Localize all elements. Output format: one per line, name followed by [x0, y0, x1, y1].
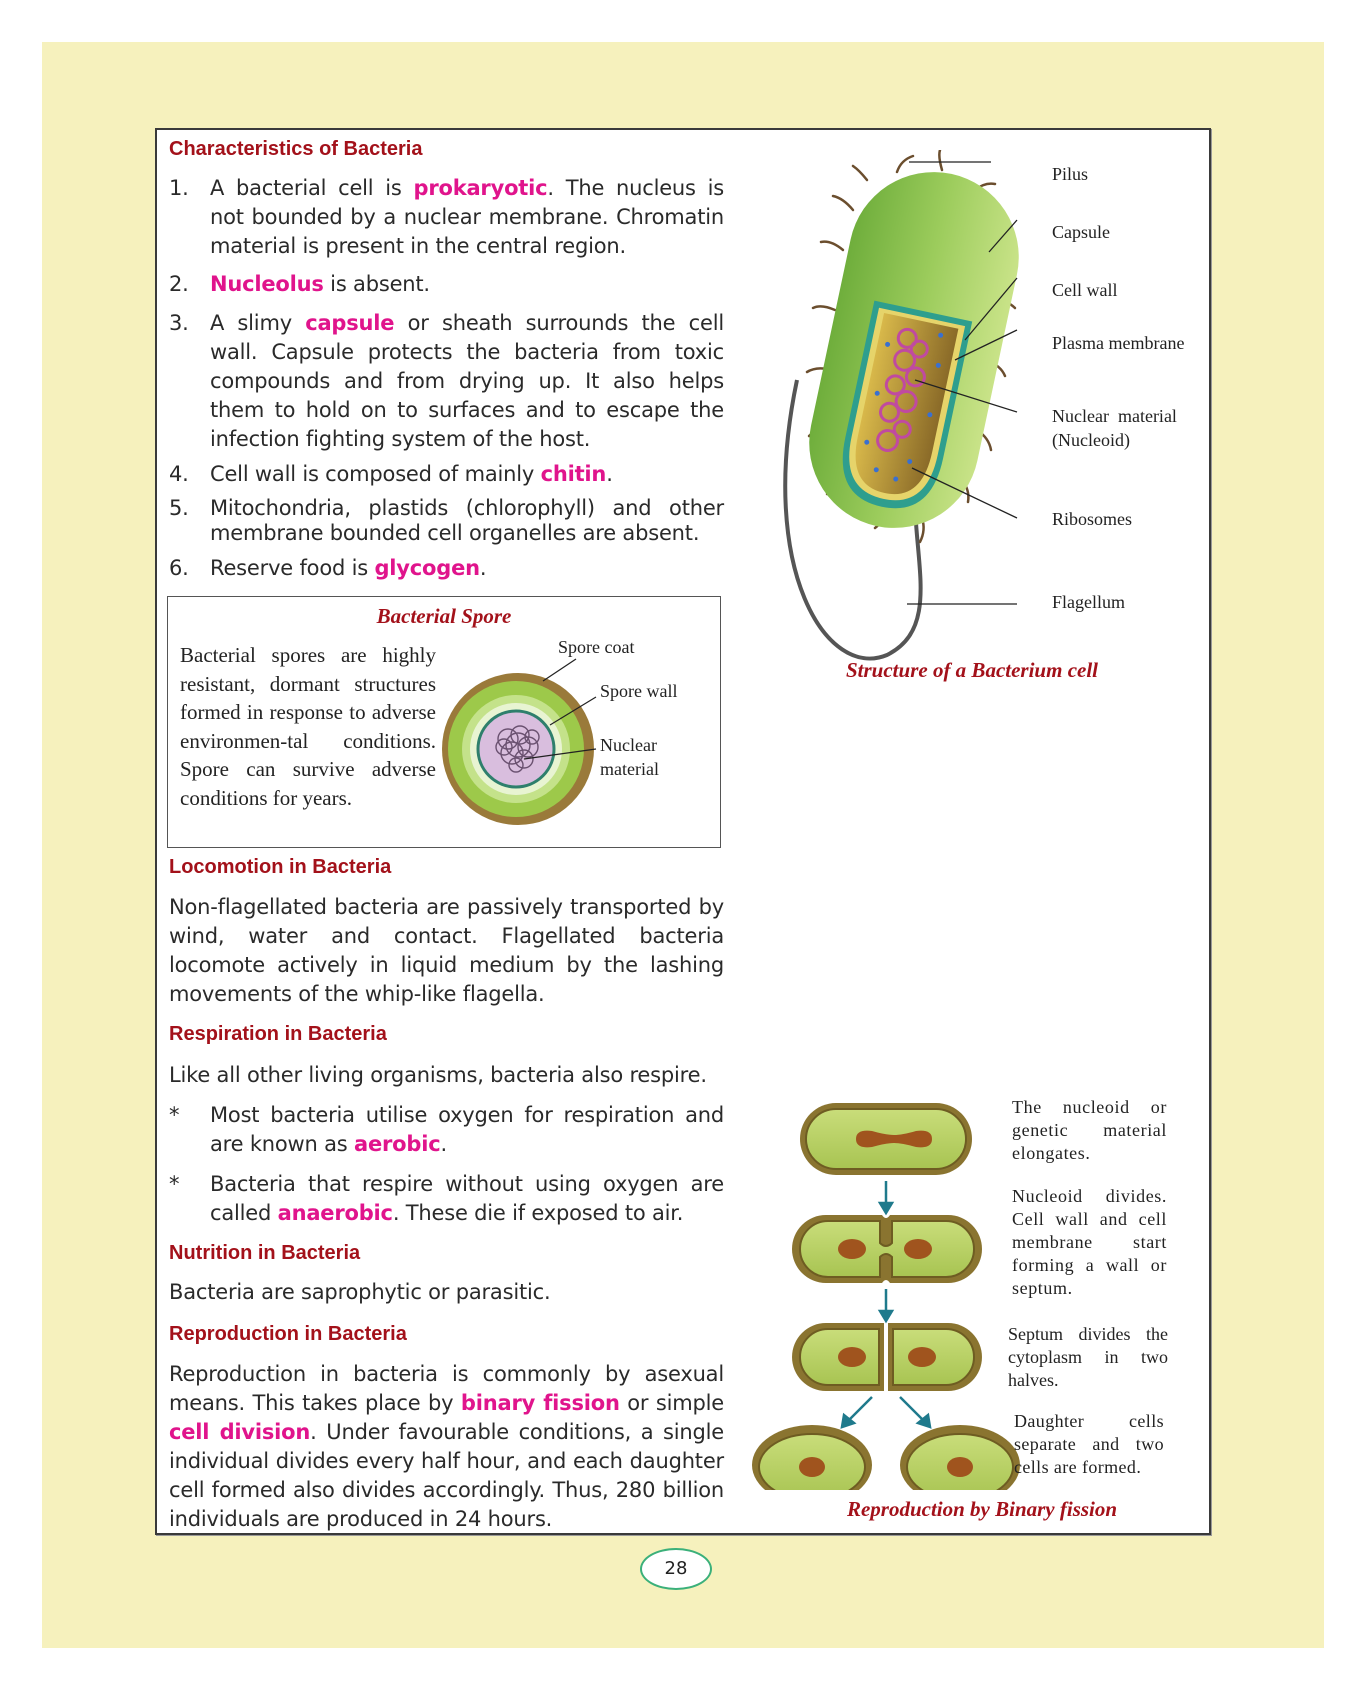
content-box	[155, 128, 1211, 1535]
bacterium-diagram	[737, 150, 1207, 710]
fission-step-2: Nucleoid divides. Cell wall and cell membrane start forming a wall or septum.	[1012, 1186, 1167, 1298]
list-number: 4.	[169, 462, 189, 486]
label-nuclear: Nuclear	[600, 735, 657, 755]
respiration-intro: Like all other living organisms, bacteria also respire.	[169, 1063, 707, 1087]
text: .	[479, 556, 487, 580]
fission-cell-stage-2	[792, 1215, 982, 1283]
label-plasma-membrane: Plasma membrane	[1052, 333, 1185, 353]
label-spore-wall: Spore wall	[600, 681, 678, 701]
highlight-term: Nucleolus	[210, 272, 324, 296]
fission-step-3: Septum divides the cytoplasm in two halves.	[1008, 1324, 1168, 1390]
text: Most bacteria utilise oxygen for respiration and are known as	[210, 1103, 724, 1156]
list-text	[210, 270, 724, 299]
list-number: 5.	[169, 496, 189, 520]
spore-diagram	[428, 627, 720, 847]
label-material: material	[600, 759, 659, 779]
list-number: 2.	[169, 272, 189, 296]
text: .	[606, 462, 613, 486]
list-text	[210, 1101, 724, 1159]
text: A bacterial cell is	[210, 176, 414, 200]
heading-respiration: Respiration in Bacteria	[169, 1023, 387, 1045]
label-nuclear-material: Nuclear material	[1052, 406, 1177, 426]
fission-cell-stage-1	[800, 1103, 972, 1175]
list-text	[210, 1170, 724, 1228]
text: .	[440, 1132, 447, 1156]
list-number: 3.	[169, 311, 189, 335]
text: is absent.	[323, 272, 430, 296]
list-number: 6.	[169, 556, 189, 580]
text: Reproduction in bacteria is commonly by asexual means. This takes place by	[169, 1362, 724, 1415]
text: . The nucleus is not bounded by a nuclear membrane. Chromatin material is present in the central region.	[210, 176, 724, 258]
list-text	[210, 554, 724, 583]
fission-caption: Reproduction by Binary fission	[846, 1497, 1118, 1521]
fission-daughter-cell	[900, 1425, 1020, 1490]
highlight-term: binary fission	[460, 1391, 620, 1415]
leader-line	[543, 659, 576, 681]
highlight-term: prokaryotic	[413, 176, 548, 200]
label-spore-coat: Spore coat	[558, 637, 635, 657]
heading-nutrition: Nutrition in Bacteria	[169, 1242, 361, 1264]
fission-daughter-cell	[752, 1425, 872, 1490]
spore-title: Bacterial Spore	[376, 604, 512, 628]
text: . These die if exposed to air.	[392, 1201, 684, 1225]
text: Mitochondria, plastids (chlorophyll) and other membrane bounded cell organelles are absent.	[210, 496, 724, 545]
label-nucleoid: (Nucleoid)	[1052, 430, 1130, 450]
highlight-term: chitin	[540, 462, 607, 486]
spore-panel	[167, 596, 721, 848]
spore-description: Bacterial spores are highly resistant, dormant structures formed in response to adverse environmen-tal conditions. Spore can survive adverse conditions for years.	[180, 643, 436, 810]
spore-wall-ring	[478, 711, 554, 787]
label-capsule: Capsule	[1052, 222, 1110, 242]
reproduction-text	[169, 1360, 724, 1534]
arrow-down-icon	[880, 1181, 892, 1213]
highlight-term: cell division	[169, 1420, 311, 1444]
list-text	[210, 309, 724, 454]
nutrition-text: Bacteria are saprophytic or parasitic.	[169, 1280, 551, 1304]
text: A slimy	[210, 311, 306, 335]
text: . Under favourable conditions, a single individual divides every half hour, and each daughter cell formed also divides accordingly. Thus, 280 billion individuals are produced in 24 hours.	[169, 1420, 725, 1531]
binary-fission-diagram	[752, 1095, 1022, 1490]
label-flagellum: Flagellum	[1052, 592, 1125, 612]
highlight-term: anaerobic	[277, 1201, 393, 1225]
text: or simple	[619, 1391, 724, 1415]
label-ribosomes: Ribosomes	[1052, 509, 1133, 529]
heading-reproduction: Reproduction in Bacteria	[169, 1323, 407, 1345]
bullet-mark: *	[169, 1103, 180, 1127]
list-text	[210, 496, 724, 546]
text: Bacteria that respire without using oxygen are called	[210, 1172, 724, 1225]
text: Cell wall is composed of mainly	[210, 462, 541, 486]
list-number: 1.	[169, 176, 189, 200]
label-pilus: Pilus	[1052, 164, 1089, 184]
highlight-term: capsule	[305, 311, 395, 335]
bullet-mark: *	[169, 1172, 180, 1196]
page-number: 28	[640, 1548, 712, 1590]
heading-locomotion: Locomotion in Bacteria	[169, 856, 392, 878]
label-cell-wall: Cell wall	[1052, 280, 1118, 300]
heading-characteristics: Characteristics of Bacteria	[169, 138, 423, 160]
list-text	[210, 460, 724, 489]
text: Reserve food is	[210, 556, 375, 580]
highlight-term: glycogen	[374, 556, 480, 580]
highlight-term: aerobic	[354, 1132, 441, 1156]
text: or sheath surrounds the cell wall. Capsule protects the bacteria from toxic compounds and from drying up. It also helps them to hold on to surfaces and to escape the infection fighting system of the host.	[210, 311, 724, 451]
fission-cell-stage-3	[792, 1323, 982, 1391]
locomotion-text: Non-flagellated bacteria are passively transported by wind, water and contact. Flagellated bacteria locomote actively in liquid medium by the lashing movements of the whip-like flagella.	[169, 895, 724, 1006]
fission-step-4: Daughter cells separate and two cells are formed.	[1014, 1411, 1164, 1477]
list-text	[210, 174, 724, 261]
bacterium-caption: Structure of a Bacterium cell	[846, 658, 1098, 682]
fission-step-1: The nucleoid or genetic material elongates.	[1012, 1097, 1167, 1163]
arrow-split-icon	[842, 1397, 930, 1427]
arrow-down-icon	[880, 1289, 892, 1321]
